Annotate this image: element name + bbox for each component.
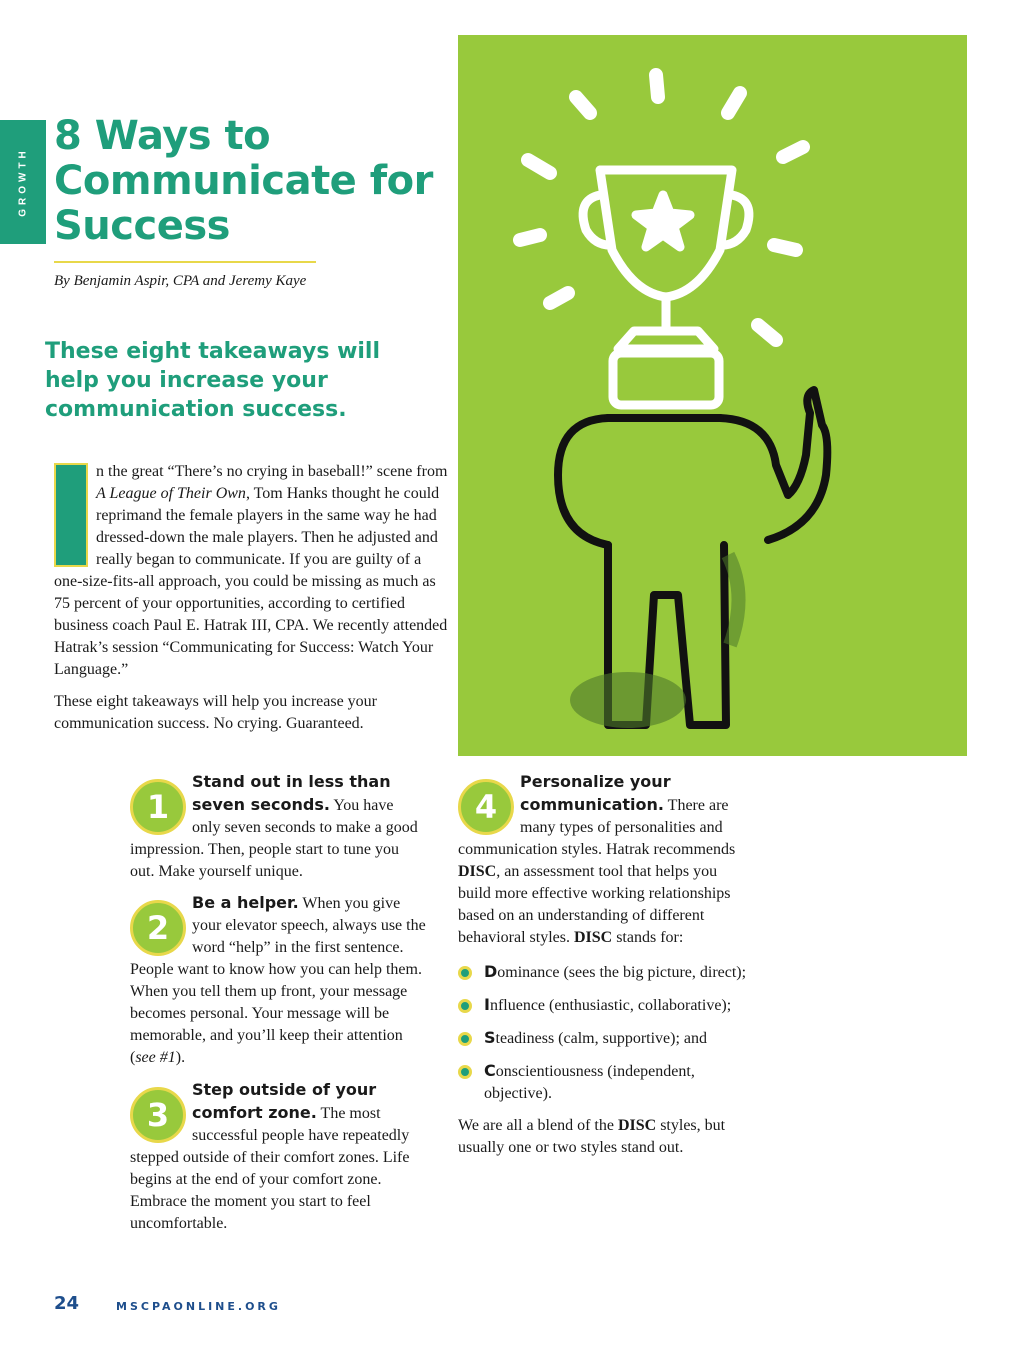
dropcap: I: [54, 463, 88, 567]
tip-body: When you give your elevator speech, always use the word “help” in the first sentence. People want to know how you can help them. When you tell them up front, your message becomes personal. Your message will be memorable, and you’ll keep their attention (: [130, 895, 426, 1066]
tip-number-badge: 4: [458, 779, 514, 835]
tip-heading: Step outside of your comfort zone.: [192, 1080, 377, 1122]
list-item: Conscientiousness (independent, objective).: [458, 1060, 750, 1105]
tip-number-badge: 3: [130, 1087, 186, 1143]
list-item: Steadiness (calm, supportive); and: [458, 1027, 750, 1050]
tip-reference: see #1: [135, 1049, 176, 1066]
bullet-icon: [458, 966, 472, 980]
tip-number-badge: 2: [130, 900, 186, 956]
section-tab: [0, 120, 46, 244]
title-rule: [54, 261, 316, 263]
tip-heading: Be a helper.: [192, 893, 299, 912]
bullet-icon: [458, 1065, 472, 1079]
article-title: 8 Ways to Communicate for Success: [54, 113, 433, 249]
section-label: GROWTH: [17, 147, 29, 217]
tip-heading: Stand out in less than seven seconds.: [192, 772, 391, 814]
closing-paragraph: We are all a blend of the DISC styles, but usually one or two styles stand out.: [458, 1117, 726, 1156]
disc-term: DISC: [458, 863, 497, 880]
bullet-icon: [458, 999, 472, 1013]
disc-term: DISC: [573, 929, 613, 946]
disc-term: DISC: [617, 1117, 657, 1134]
tip-4: 4 Personalize your communication. There are many types of personalities and communication styles. Hatrak recommends DISC, an assessment tool that helps you build more effective working relationships based on an understanding of different behavioral styles. DISC stands for: Dominance (sees the big picture, direct); Influence (enthusiastic, collaborative); Steadiness (calm, supportive); and Conscientiousness (independent, objective). We are all a blend of the DISC styles, but usually one or two styles stand out.: [458, 771, 750, 1159]
tip-number-badge: 1: [130, 779, 186, 835]
intro-text: [54, 461, 450, 745]
intro-paragraph-2: These eight takeaways will help you increase your communication success. No crying. Guaranteed.: [54, 693, 377, 732]
tip-1: [130, 771, 420, 883]
disc-list: [458, 961, 750, 1105]
trophy-head-person-illustration: [458, 35, 967, 756]
list-item: Influence (enthusiastic, collaborative);: [458, 994, 750, 1017]
footer-site-url[interactable]: MSCPAONLINE.ORG: [116, 1300, 281, 1313]
tip-heading: Personalize your communication.: [520, 772, 671, 814]
bullet-icon: [458, 1032, 472, 1046]
tip-body: You have only seven seconds to make a good impression. Then, people start to tune you out. Make yourself unique.: [130, 797, 418, 880]
intro-paragraph-1: n the great “There’s no crying in baseball!” scene from A League of Their Own, Tom Hanks thought he could reprimand the female players in the same way he had dressed-down the male players. Then he adjusted and really began to communicate. If you are guilty of a one-size-fits-all approach, you could be missing as much as 75 percent of your opportunities, according to certified business coach Paul E. Hatrak III, CPA. We recently attended Hatrak’s session “Communicating for Success: Watch Your Language.”: [54, 463, 448, 678]
film-title: A League of Their Own: [96, 485, 246, 502]
list-item: Dominance (sees the big picture, direct);: [458, 961, 750, 984]
article-deck: These eight takeaways will help you increase your communication success.: [45, 339, 381, 422]
tip-3: [130, 1079, 420, 1235]
byline: By Benjamin Aspir, CPA and Jeremy Kaye: [54, 273, 307, 289]
tip-body: The most successful people have repeatedly stepped outside of their comfort zones. Life begins at the end of your comfort zone. Embrace the moment you start to feel uncomfortable.: [130, 1105, 410, 1232]
page-number: 24: [54, 1293, 80, 1314]
tip-2: 2 Be a helper. When you give your elevator speech, always use the word “help” in the first sentence. People want to know how you can help them. When you tell them up front, your message becomes personal. Your message will be memorable, and you’ll keep their attention (see #1).: [130, 893, 426, 1066]
illustration-graphic: [458, 35, 967, 756]
